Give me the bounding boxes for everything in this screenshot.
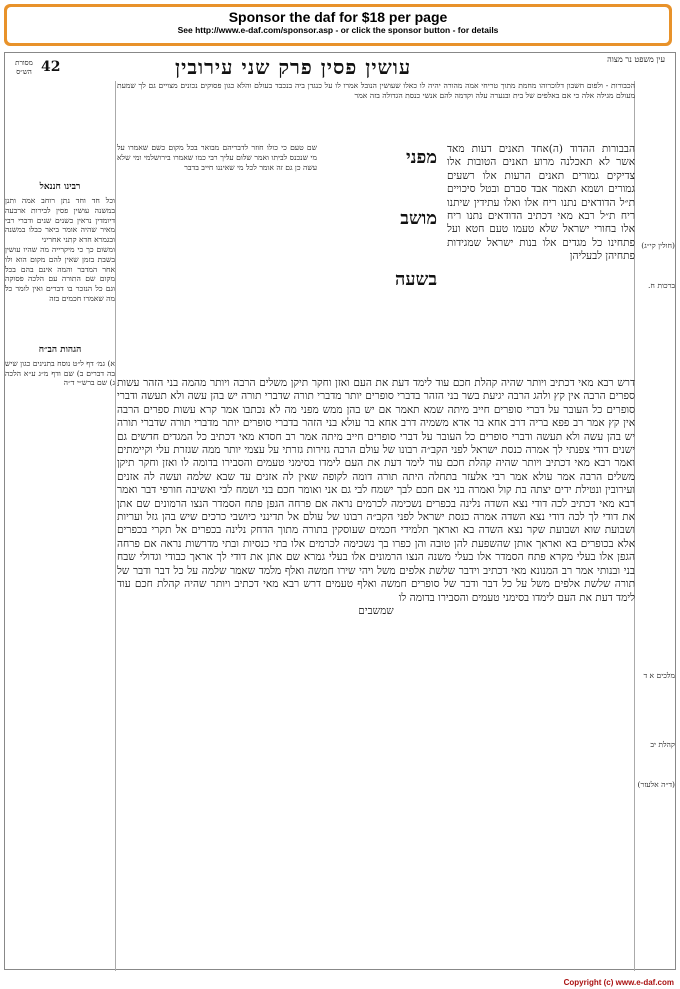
mishnah-heading: מפני <box>405 147 437 168</box>
page-number: 42 <box>41 59 61 75</box>
hagahot-habach-heading: הגהות הב״ח <box>38 344 82 355</box>
gemara-upper <box>447 143 635 373</box>
reference-4: קהלת יב <box>650 740 675 750</box>
rabbeinu-chananel-heading: רבינו חננאל <box>39 182 81 192</box>
rashi-commentary <box>117 81 635 141</box>
tosafot-commentary <box>117 143 317 373</box>
main-text-area <box>117 81 635 971</box>
gemara-upper-text: הבבורות ההדוד (ה)אחד תאנים דעות מאד אשר לא תאכלנה מרוע תאנים הטובות אלו צדיקים גמורים תאנים הרעות אלו רשעים גמורים ושמא תאמר אבד סברם ובטל סיכויים ת״ל הדודאים נתנו ריח אלו ואלו עתידין שיתנו ריח ת״ל רבא מאי דכתיב הדודאים נתנו ריח אלו בחורי ישראל שלא טעמו טעם חטא ועל פתחינו כל מגדים אלו בנות ישראל שמגידות פתחיהן לבעליהן <box>447 143 635 263</box>
page-title: עושין פסין פרק שני עירובין <box>175 55 412 79</box>
reference-5: (ד״ה אלעזר) <box>637 780 675 790</box>
mishnah-heading-3: בשעה <box>395 269 437 290</box>
talmud-page <box>4 52 676 970</box>
rashi-text: הכבורות - ולפום חשבון דלוכרוהו מחמת מתוך טריחי אמה מהורה יהיה לו כאלו שעושין הנובל אמרו לו על כנגדן ביה בנכבד בעולם והלא כגון פסוקים נכונים מצויים גם לך שמעת מעולם מגילה אלה כי אם באלפים של בית ובנערה עלה וקדמה להם אנשי כנסת הגדולה בזה אמר <box>117 81 635 100</box>
sponsor-title[interactable]: Sponsor the daf for $18 per page <box>228 9 448 25</box>
sponsor-banner-inner <box>7 7 669 43</box>
header-masoret-label: מסורת הש״ס <box>15 59 33 76</box>
sponsor-banner[interactable] <box>4 4 672 46</box>
tosafot-text: שם טעם כי כולו חוזר לדבריהם מבואר בכל מקום כשם שאמרו על מי שנכנס לביתו ואמר שלום עליך רבי כמו שאמרו בירושלמי ומי שלא עשה כן גם זה אומר לכל מי שאיננו חייב בדבר <box>117 143 317 172</box>
mishnah-heading-2: מושב <box>400 208 437 229</box>
page-header <box>5 53 675 81</box>
gemara-end-word: שמשבים <box>358 604 394 617</box>
rabbeinu-chananel-text-2: ומשום כך כי מיקרייה מה שהיו עושין בשבת בזמן שאין להם מקום הוא ולו אחר המדבר והמה אינם בהם בכל מקום שם התורה עם הלכה פסוקה וגם כל הנזכר בו דברים ואין לומר כל מה שאמרו חכמים בזה <box>5 244 115 303</box>
gemara-lower <box>117 377 635 965</box>
gemara-lower-text: דרש רבא מאי דכתיב ויותר שהיה קהלת חכם עוד לימד דעת את העם ואזן וחקר תיקן משלים הרבה ויותר מהמה בני הזהר עשות ספרים הרבה אין קץ ולהג הרבה יגיעת בשר בני הזהר בדברי סופרים יותר מדברי תורה שדברי תורה יש בהן עשה ולא תעשה ודברי סופרים כל העובר על דברי סופרים חייב מיתה שמא תאמר אם יש בהן ממש מפני מה לא נכתבו אמר קרא עשות ספרים הרבה אין קץ אמר רב פפא בריה דרב אחא בר אדא משמיה דרב אחא בר עולא בני הזהר בדברי סופרים יותר מדברי תורה שדברי תורה יש בהן עשה ולא תעשה ודברי סופרים כל העובר על דברי סופרים חייב מיתה אמר רב חסדא מאי דכתיב כל המגדים חדשים גם ישנים דודי צפנתי לך אמרה כנסת ישראל לפני הקב״ה רבונו של עולם הרבה גזירות גזרתי על עצמי יותר ממה שגזרת עלי וקיימתים ואמר רבא מאי דכתיב ויותר שהיה קהלת חכם עוד לימד דעת את העם לימדו בסימני טעמים והסבירו בדומה לו ואזן וחקר תיקן משלים הרבה אמר עולא אמר רבי אלעזר בתחלה היתה תורה דומה לקופה שאין לה אזנים עד שבא שלמה ועשה לה אזנים ועירובין ונטילת ידים יצתה בת קול ואמרה בני אם חכם לבך ישמח לבי גם אני ואומר חכם בני ושמח לבי ואשיבה חורפי דבר ואמר רבא מאי דכתיב לכה דודי נצא השדה נלינה בכפרים נשכימה לכרמים נראה אם פרחה הגפן פתח הסמדר הנצו הרמונים שם אתן את דודי לך לכה דודי נצא השדה אמרה כנסת ישראל לפני הקב״ה רבונו של עולם אל תדינני כיושבי כרכים שיש בהן גזל ועריות ושבועת שוא ושבועת שקר נצא השדה בא ואראך תלמידי חכמים שעוסקין בתורה מתוך הדחק נלינה בכפרים אל תקרי בכפרים אלא בכופרים בא ואראך אותן שהשפעת להן טובה והן כפרו בך נשכימה לכרמים אלו בתי כנסיות ובתי מדרשות נראה אם פרחה הגפן אלו בעלי מקרא פתח הסמדר אלו בעלי משנה הנצו הרמונים אלו בעלי גמרא שם אתן את דודי לך אראך כבודי וגדולי שבח בני ובנותי אמר רב המנונא מאי דכתיב וידבר שלשת אלפים משל ויהי שירו חמשה ואלף מלמד שאמר שלמה על כל דבר ודבר של תורה שלשת אלפים משל על כל דבר ודבר של סופרים חמשה ואלף טעמים דרש רבא מאי דכתיב ויותר שהיה קהלת חכם עוד לימד דעת את העם לימדו בסימני טעמים והסבירו בדומה לו <box>117 377 635 604</box>
mishnah-section <box>327 143 437 373</box>
rabbeinu-chananel-text: וכל חד וחד נתן רוחב אמה ותנן במשנה עושין פסין לבירות ארבעה דיומדין נראין כשנים שנים ודברי רבי מאיר שהיה אומר ביאר כבלו במשנה ובגמרא חדא קתני אחריני <box>5 196 115 245</box>
hagahot-habach-text: א) גמ׳ דף ל״ט נוסח בתנינים כגון שיש בה דברים ב) שם ודף מ״ג ע״א הלכה ג) שם ברש״י ד״ה <box>5 358 115 388</box>
copyright-link[interactable]: Copyright (c) www.e-daf.com <box>563 978 674 987</box>
reference-1: (חולין קי״ג) <box>641 241 675 250</box>
header-ein-mishpat-label: עין משפט נר מצוה <box>607 55 665 64</box>
masoret-hashas-column <box>634 81 675 971</box>
reference-2: ברכות ח. <box>648 280 675 290</box>
reference-3: מלכים א ד <box>643 670 675 680</box>
sponsor-subtitle[interactable]: See http://www.e-daf.com/sponsor.asp - or click the sponsor button - for details <box>177 25 499 35</box>
ein-mishpat-column <box>5 81 116 971</box>
